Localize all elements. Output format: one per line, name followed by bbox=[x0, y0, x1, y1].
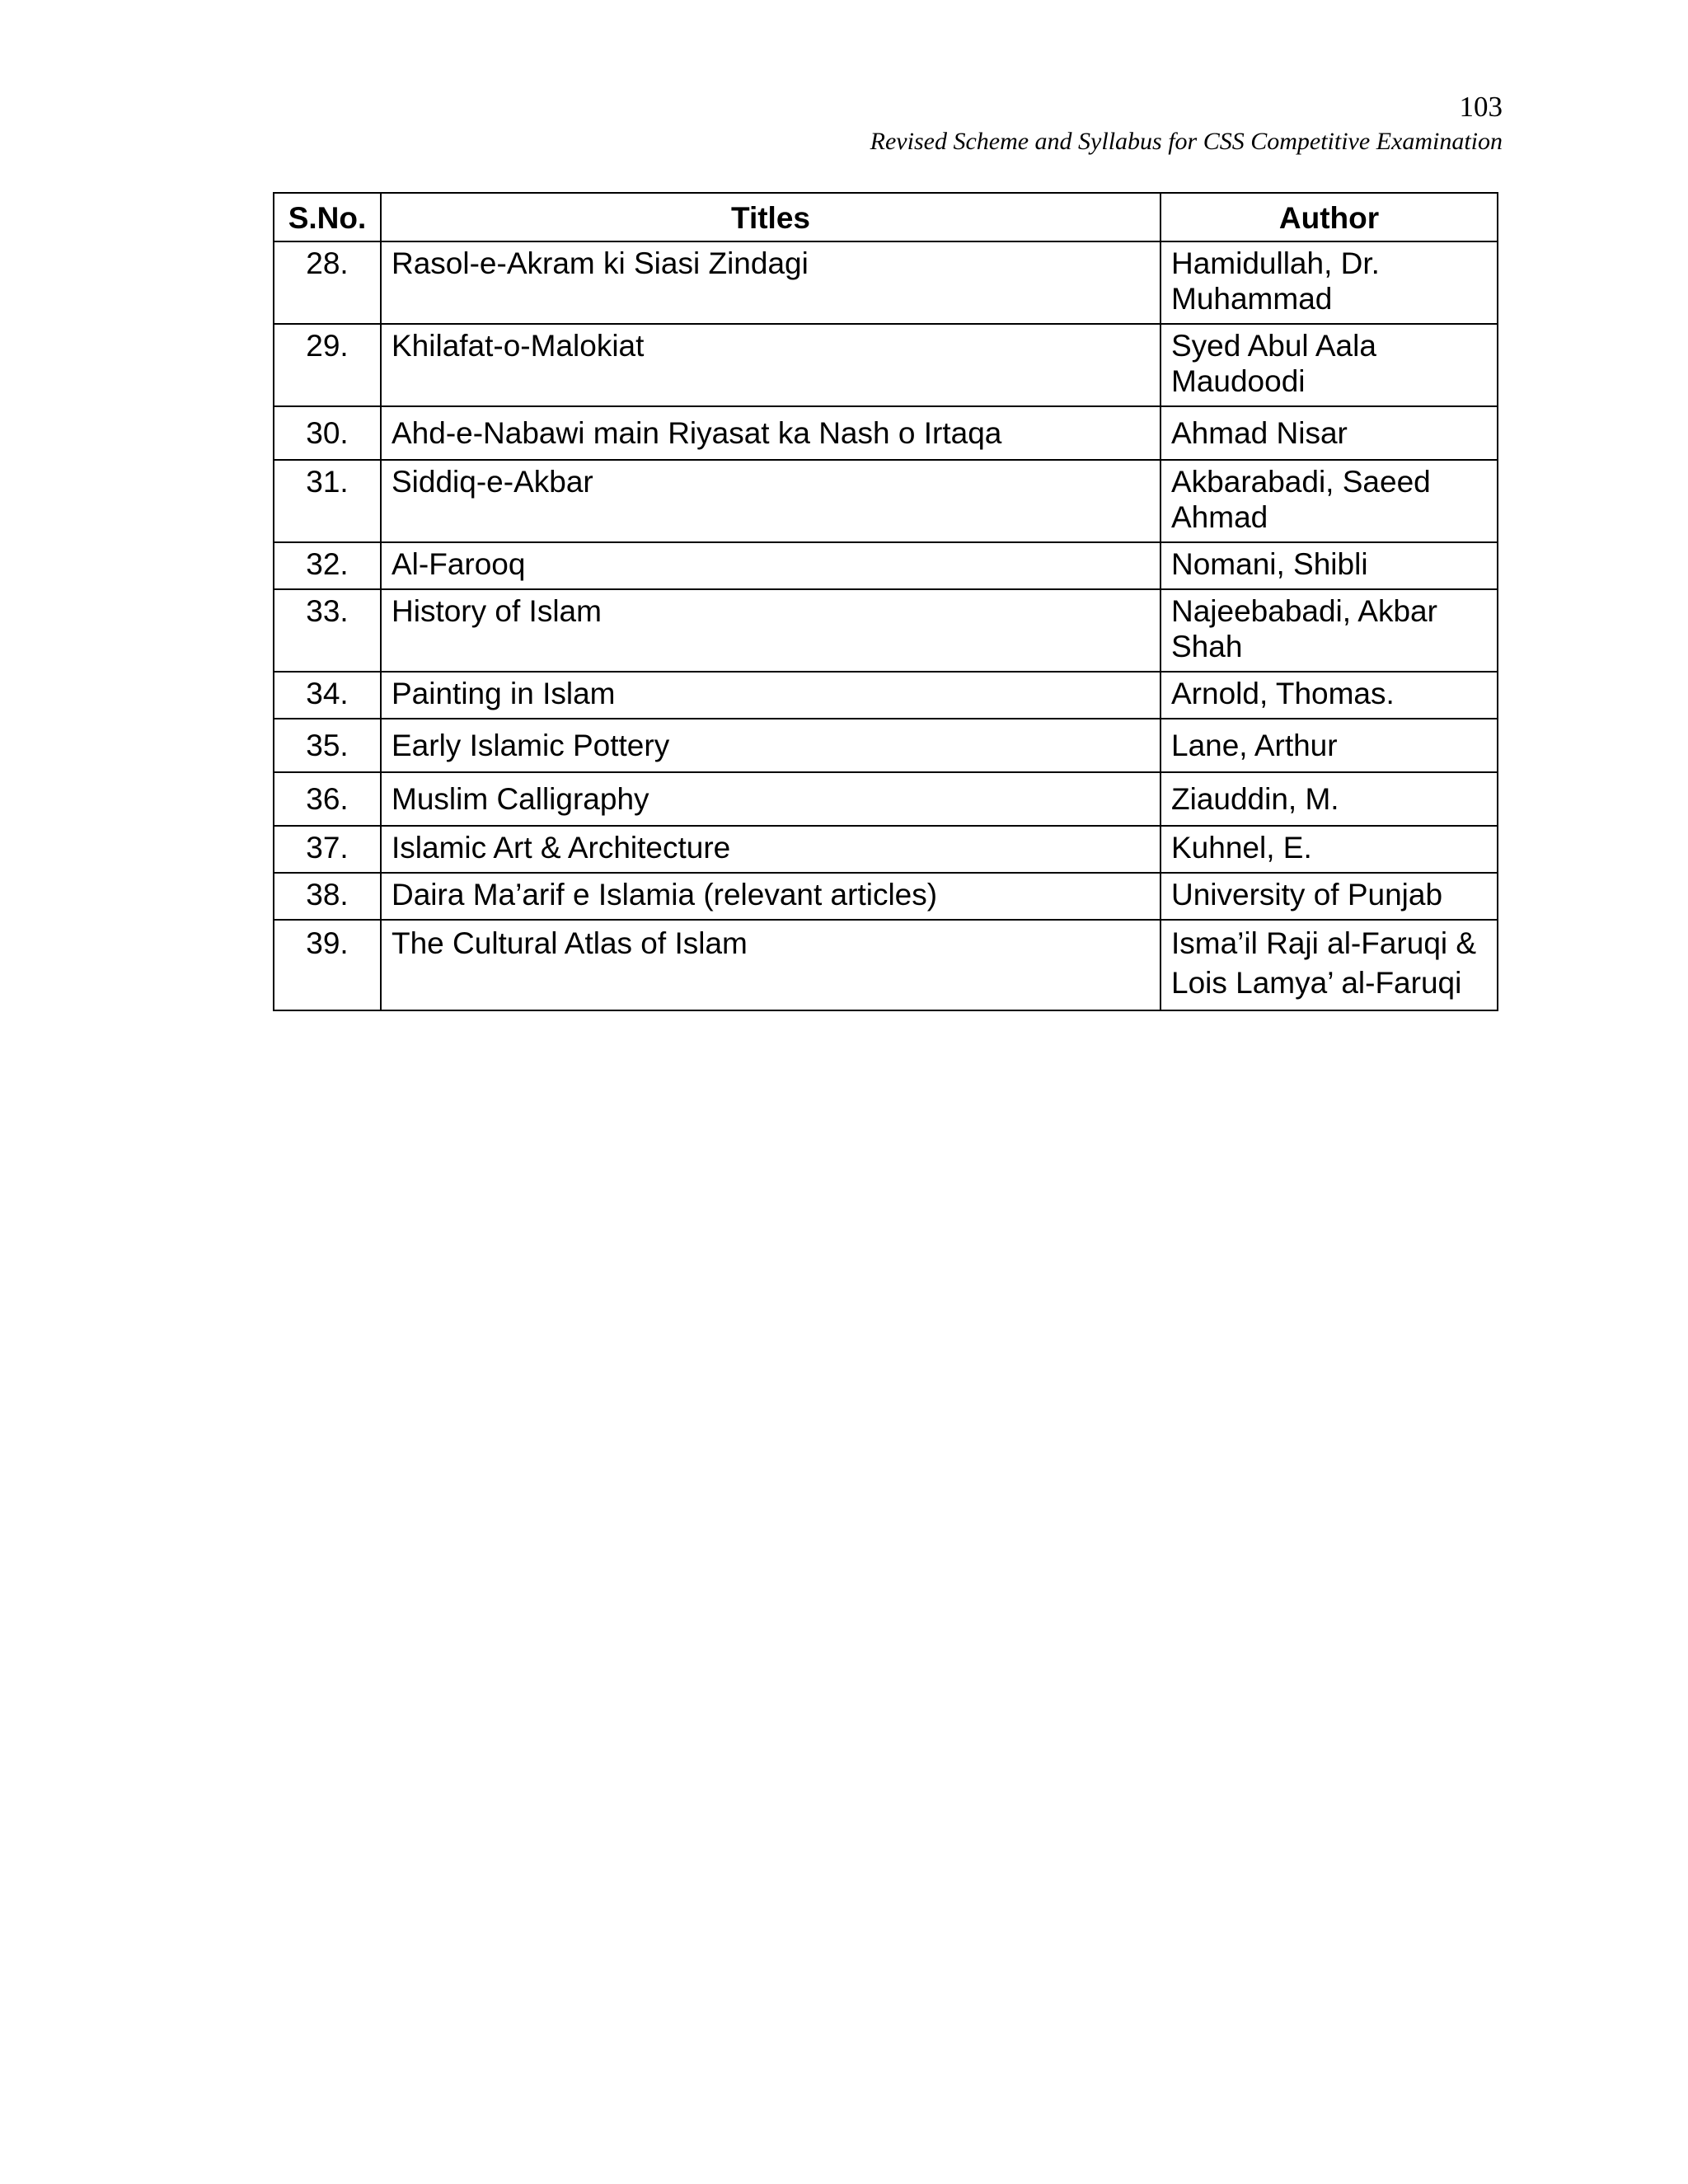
title-cell: Islamic Art & Architecture bbox=[381, 826, 1160, 873]
serial-number-cell: 33. bbox=[274, 589, 381, 672]
table-row bbox=[274, 241, 1498, 324]
author-cell: Hamidullah, Dr. Muhammad bbox=[1160, 241, 1498, 324]
reading-list-table bbox=[273, 192, 1498, 1011]
author-cell: Kuhnel, E. bbox=[1160, 826, 1498, 873]
title-cell: Early Islamic Pottery bbox=[381, 719, 1160, 772]
table-row bbox=[274, 406, 1498, 460]
table-row bbox=[274, 920, 1498, 1010]
title-cell: Painting in Islam bbox=[381, 672, 1160, 719]
author-cell: Arnold, Thomas. bbox=[1160, 672, 1498, 719]
title-cell: Siddiq-e-Akbar bbox=[381, 460, 1160, 542]
title-cell: Muslim Calligraphy bbox=[381, 772, 1160, 826]
author-cell: Nomani, Shibli bbox=[1160, 542, 1498, 589]
table-row bbox=[274, 589, 1498, 672]
title-cell: History of Islam bbox=[381, 589, 1160, 672]
author-cell: Ziauddin, M. bbox=[1160, 772, 1498, 826]
title-cell: Ahd-e-Nabawi main Riyasat ka Nash o Irtaqa bbox=[381, 406, 1160, 460]
serial-number-cell: 32. bbox=[274, 542, 381, 589]
table-header-row bbox=[274, 193, 1498, 241]
serial-number-cell: 28. bbox=[274, 241, 381, 324]
author-cell: University of Punjab bbox=[1160, 873, 1498, 920]
author-cell: Lane, Arthur bbox=[1160, 719, 1498, 772]
title-cell: The Cultural Atlas of Islam bbox=[381, 920, 1160, 1010]
page-subtitle: Revised Scheme and Syllabus for CSS Competitive Examination bbox=[870, 128, 1503, 155]
table-row bbox=[274, 719, 1498, 772]
page-header bbox=[870, 89, 1503, 158]
table-row bbox=[274, 324, 1498, 406]
table-row bbox=[274, 460, 1498, 542]
serial-number-cell: 38. bbox=[274, 873, 381, 920]
table-row bbox=[274, 672, 1498, 719]
serial-number-cell: 34. bbox=[274, 672, 381, 719]
column-header-author: Author bbox=[1160, 193, 1498, 241]
page-number: 103 bbox=[1459, 91, 1503, 123]
author-cell: Syed Abul Aala Maudoodi bbox=[1160, 324, 1498, 406]
title-cell: Al-Farooq bbox=[381, 542, 1160, 589]
serial-number-cell: 36. bbox=[274, 772, 381, 826]
serial-number-cell: 35. bbox=[274, 719, 381, 772]
column-header-sno: S.No. bbox=[274, 193, 381, 241]
serial-number-cell: 31. bbox=[274, 460, 381, 542]
table-row bbox=[274, 542, 1498, 589]
author-cell: Isma’il Raji al-Faruqi & Lois Lamya’ al-Faruqi bbox=[1160, 920, 1498, 1010]
author-cell: Akbarabadi, Saeed Ahmad bbox=[1160, 460, 1498, 542]
title-cell: Rasol-e-Akram ki Siasi Zindagi bbox=[381, 241, 1160, 324]
table-row bbox=[274, 772, 1498, 826]
title-cell: Daira Ma’arif e Islamia (relevant articles) bbox=[381, 873, 1160, 920]
author-cell: Najeebabadi, Akbar Shah bbox=[1160, 589, 1498, 672]
title-cell: Khilafat-o-Malokiat bbox=[381, 324, 1160, 406]
table-row bbox=[274, 873, 1498, 920]
serial-number-cell: 39. bbox=[274, 920, 381, 1010]
serial-number-cell: 29. bbox=[274, 324, 381, 406]
column-header-titles: Titles bbox=[381, 193, 1160, 241]
serial-number-cell: 37. bbox=[274, 826, 381, 873]
serial-number-cell: 30. bbox=[274, 406, 381, 460]
table-row bbox=[274, 826, 1498, 873]
author-cell: Ahmad Nisar bbox=[1160, 406, 1498, 460]
